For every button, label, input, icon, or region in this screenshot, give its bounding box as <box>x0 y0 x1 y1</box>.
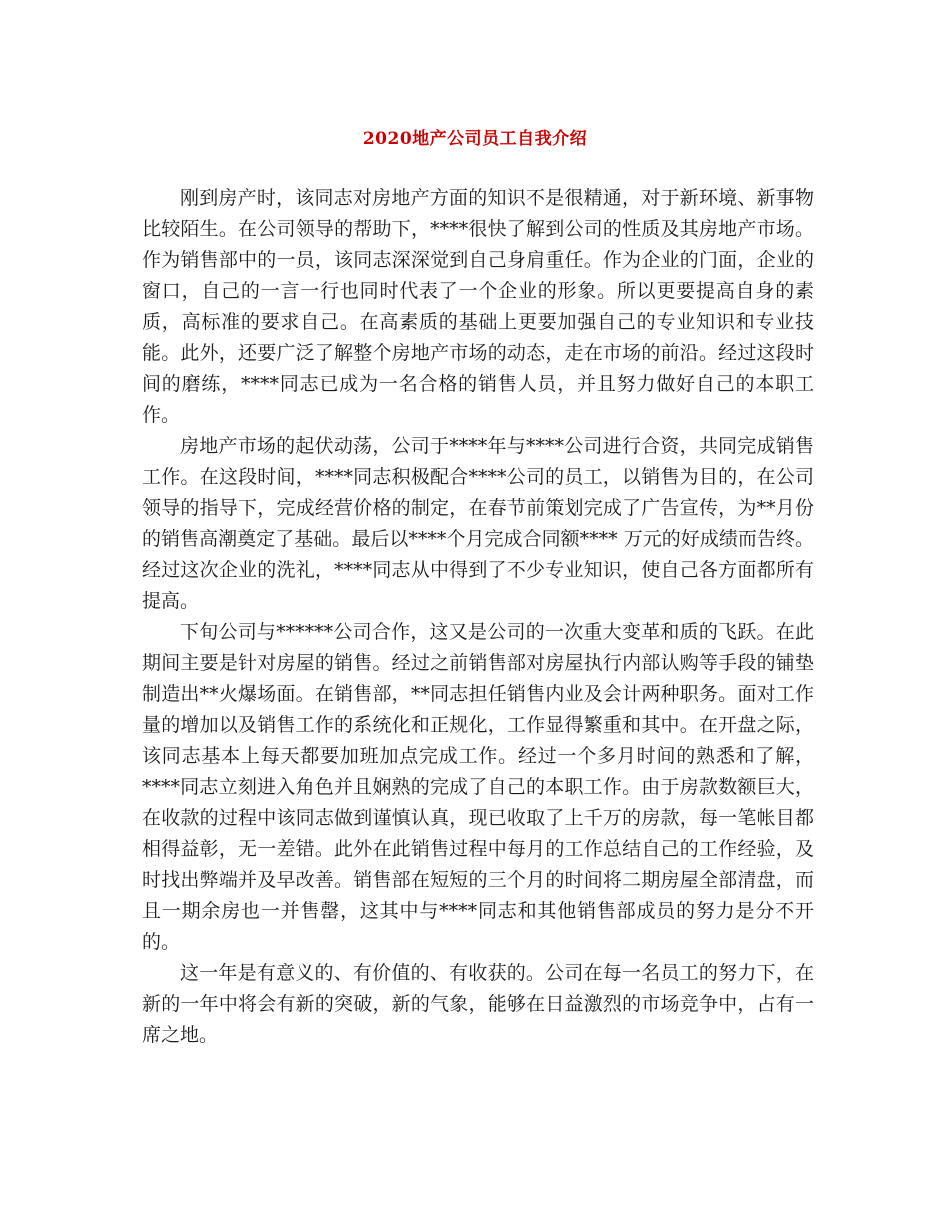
paragraph-1: 刚到房产时，该同志对房地产方面的知识不是很精通，对于新环境、新事物比较陌生。在公司领导的帮助下，****很快了解到公司的性质及其房地产市场。作为销售部中的一员，该同志深深觉到自己身肩重任。作为企业的门面，企业的窗口，自己的一言一行也同时代表了一个企业的形象。所以更要提高自身的素质，高标准的要求自己。在高素质的基础上更要加强自己的专业知识和专业技能。此外，还要广泛了解整个房地产市场的动态，走在市场的前沿。经过这段时间的磨练，****同志已成为一名合格的销售人员，并且努力做好自己的本职工作。 <box>142 187 814 426</box>
paragraph-2: 房地产市场的起伏动荡，公司于****年与****公司进行合资，共同完成销售工作。在这段时间，****同志积极配合****公司的员工，以销售为目的，在公司领导的指导下，完成经营价格的制定，在春节前策划完成了广告宣传，为**月份的销售高潮奠定了基础。最后以****个月完成合同额**** 万元的好成绩而告终。经过这次企业的洗礼，****同志从中得到了不少专业知识，使自己各方面都所有提高。 <box>142 435 814 612</box>
document-title: 2020地产公司员工自我介绍 <box>362 129 588 149</box>
paragraph-3: 下旬公司与******公司合作，这又是公司的一次重大变革和质的飞跃。在此期间主要是针对房屋的销售。经过之前销售部对房屋执行内部认购等手段的铺垫制造出**火爆场面。在销售部，**同志担任销售内业及会计两种职务。面对工作量的增加以及销售工作的系统化和正规化，工作显得繁重和其中。在开盘之际，该同志基本上每天都要加班加点完成工作。经过一个多月时间的熟悉和了解，****同志立刻进入角色并且娴熟的完成了自己的本职工作。由于房款数额巨大，在收款的过程中该同志做到谨慎认真，现已收取了上千万的房款，每一笔帐目都相得益彰，无一差错。此外在此销售过程中每月的工作总结自己的工作经验，及时找出弊端并及早改善。销售部在短短的三个月的时间将二期房屋全部清盘，而且一期余房也一并售罄，这其中与****同志和其他销售部成员的努力是分不开的。 <box>142 621 814 953</box>
paragraph-4: 这一年是有意义的、有价值的、有收获的。公司在每一名员工的努力下，在新的一年中将会有新的突破，新的气象，能够在日益激烈的市场竞争中，占有一席之地。 <box>142 962 814 1046</box>
document-body <box>142 183 814 1051</box>
